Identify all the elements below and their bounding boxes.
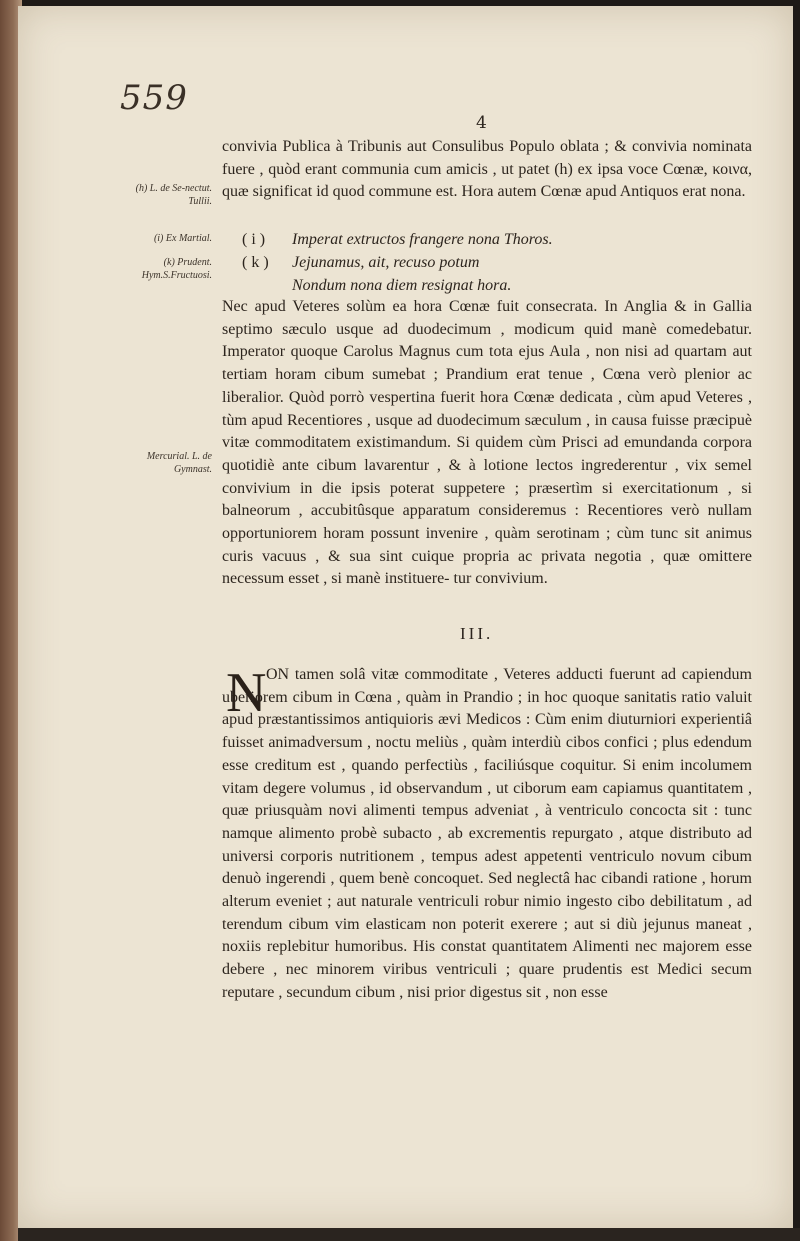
section-heading: III. [460,624,494,643]
folio-number: 559 [120,78,188,118]
paragraph-intro-text: convivia Publica à Tribunis aut Consulibus Populo oblata ; & convivia nominata fuere , quòd erant communia cum amicis , ut patet (h) ex ipsa voce Cœnæ, κοινα, quæ significat id quod commune est. Hora autem Cœnæ apud Antiquos erat nona. [222,138,752,201]
paragraph-second-text: Nec apud Veteres solùm ea hora Cœnæ fuit consecrata. In Anglia & in Gallia septimo sæculo usque ad duodecimum , modicum quid manè comedebatur. Imperator quoque Carolus Magnus cum tota ejus Aula , non nisi ad quartam aut tertiam horam cibum sumebat ; Prandium erat tenue , Cœna verò plenior ac liberalior. Quòd porrò vespertina fuerit hora Cœnæ dedicata , cùm apud Veteres , tùm apud Recentiores , usque ad duodecimum sæculum , in causa fuisse præcipuè vitæ commoditatem existimandum. Si quidem cùm Prisci ad emundanda corpora quotidiè ante cibum lavarentur , & à lotione lectos ingrederentur , vix semel convivium in die ipsis poterat suppetere ; præsertìm si exercitationum , si balneorum , accubitûsque apparatum consideremus : Recentiores verò nullam opportuniorem horam possunt invenire , quàm serotinam ; cùm tunc sit animus curis vacuus , & sua sint cuique propria ac privata negotia , quæ omittere necessum esset , si manè instituere- tur convivium. [222,298,752,588]
margin-note-h: (h) L. de Se-nectut. Tullii. [135,183,212,207]
paragraph-second [222,296,752,591]
verse-text-k1: Jejunamus, ait, recuso potum [292,254,480,271]
verse-line-k1 [242,251,742,274]
margin-note-i: (i) Ex Martial. [153,233,212,244]
verse-quotations [242,228,742,297]
paragraph-third [222,664,752,1005]
drop-cap: N [226,662,267,724]
margin-note-mercurial: Mercurial. L. de Gymnast. [146,451,212,475]
margin-note-k: (k) Prudent. Hym.S.Fructuosi. [141,257,212,281]
paragraph-third-text: ON tamen solâ vitæ commoditate , Veteres adducti fuerunt ad capiendum uberiorem cibum in Cœna , quàm in Prandio ; in hoc quoque sanitatis ratio valuit apud præstantissimos antiquioris ævi Medicos : Cùm enim diuturniori experientiâ fuisset animadversum , noctu meliùs , quàm interdiù cibos confici ; plus edendum esse creditum est , quando perfectiùs , faciliúsque coquitur. Si enim incolumem vitam degere volumus , id observandum , ut ciborum eam capiamus quantitatem , quæ priusquàm novi alimenti tempus adveniat , à ventriculo concocta sit : tunc namque alimento probè subacto , ab excrementis repurgato , atque distributo ad universi corporis nutritionem , tempus adest appetenti ventriculo novum cibum denuò ingerendi , quem benè concoquet. Sed neglectâ hac cibandi ratione , horum alterum eveniet ; aut naturale ventriculi robur nimio ingesto cibo debilitatum , ad terendum cibum vim elasticam non poterit exerere ; aut si diù jejunus maneat , noxiis replebitur humoribus. His constat quantitatem Alimenti nec majorem esse debere , nec minorem viribus ventriculi ; quare prudentis est Medici secum reputare , secundum cibum , nisi prior digestus sit , non esse [222,666,752,1001]
verse-mark-i: ( i ) [242,231,266,248]
page-bottom-edge [18,1228,800,1241]
paragraph-intro [222,136,752,204]
verse-line-k2: Nondum nona diem resignat hora. [292,277,512,294]
verse-text-i: Imperat extructos frangere nona Thoros. [292,231,553,248]
verse-mark-k: ( k ) [242,254,269,271]
page-number: 4 [476,113,487,133]
verse-line-i [242,228,742,251]
